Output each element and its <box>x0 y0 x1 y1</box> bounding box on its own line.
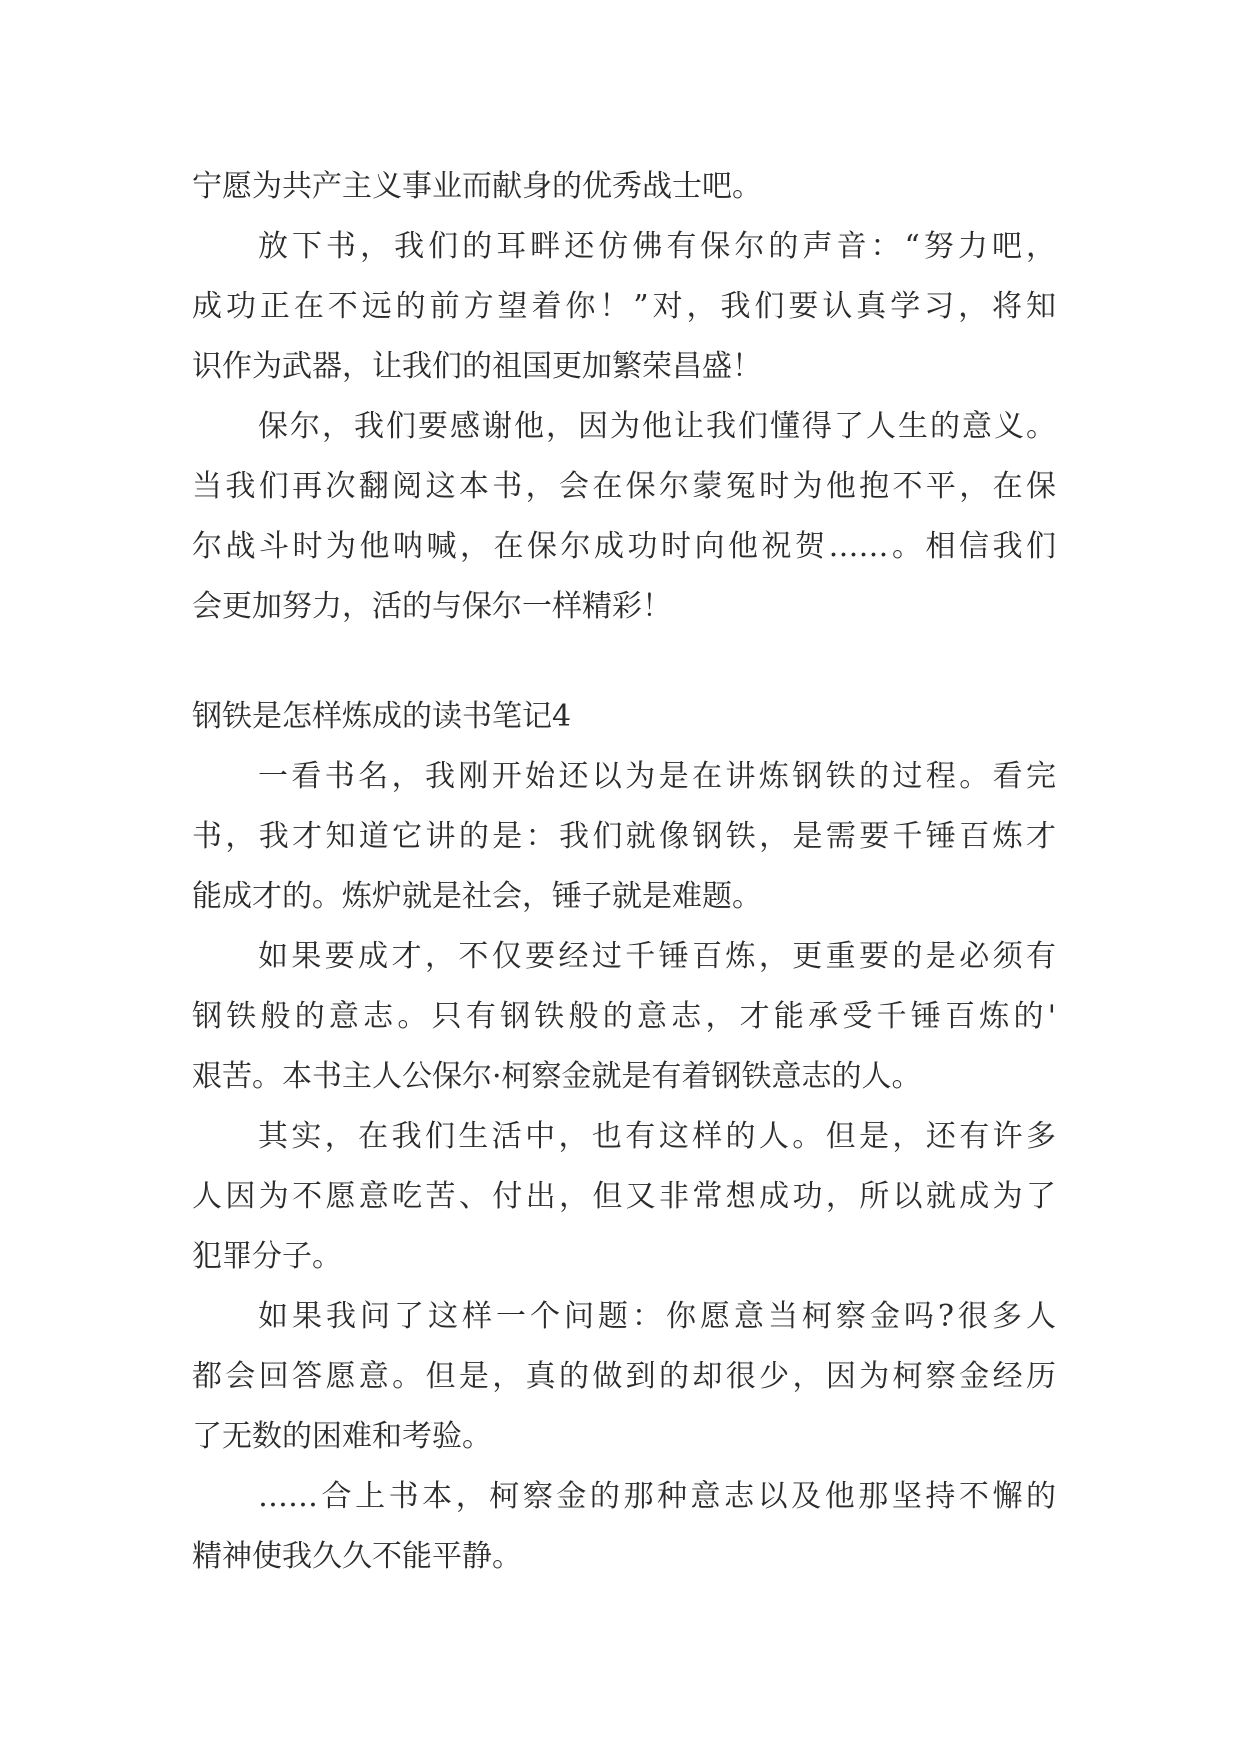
text-line: 如果要成才，不仅要经过千锤百炼，更重要的是必须有 <box>258 939 1056 974</box>
text-line: 其实，在我们生活中，也有这样的人。但是，还有许多 <box>258 1119 1056 1154</box>
text-line: ……合上书本，柯察金的那种意志以及他那坚持不懈的 <box>258 1479 1056 1514</box>
text-line: 放下书，我们的耳畔还仿佛有保尔的声音：“努力吧， <box>258 229 1056 264</box>
text-line: 钢铁般的意志。只有钢铁般的意志，才能承受千锤百炼的' <box>192 999 1056 1034</box>
text-line: 如果我问了这样一个问题：你愿意当柯察金吗?很多人 <box>258 1299 1056 1334</box>
text-line: 犯罪分子。 <box>192 1239 342 1274</box>
text-line: 当我们再次翻阅这本书，会在保尔蒙冤时为他抱不平，在保 <box>192 469 1056 504</box>
text-line: 精神使我久久不能平静。 <box>192 1539 522 1574</box>
text-line: 识作为武器，让我们的祖国更加繁荣昌盛！ <box>192 349 762 384</box>
text-line: 尔战斗时为他呐喊，在保尔成功时向他祝贺……。相信我们 <box>192 529 1056 564</box>
text-line: 能成才的。炼炉就是社会，锤子就是难题。 <box>192 879 762 914</box>
text-line: 了无数的困难和考验。 <box>192 1419 492 1454</box>
text-line: 成功正在不远的前方望着你！”对，我们要认真学习，将知 <box>192 289 1056 324</box>
section-heading: 钢铁是怎样炼成的读书笔记4 <box>192 699 572 734</box>
text-line: 艰苦。本书主人公保尔·柯察金就是有着钢铁意志的人。 <box>192 1059 922 1094</box>
text-line: 保尔，我们要感谢他，因为他让我们懂得了人生的意义。 <box>258 409 1056 444</box>
text-line: 人因为不愿意吃苦、付出，但又非常想成功，所以就成为了 <box>192 1179 1056 1214</box>
text-line: 会更加努力，活的与保尔一样精彩！ <box>192 589 672 624</box>
text-line: 书，我才知道它讲的是：我们就像钢铁，是需要千锤百炼才 <box>192 819 1056 854</box>
text-line: 宁愿为共产主义事业而献身的优秀战士吧。 <box>192 169 762 204</box>
text-line: 都会回答愿意。但是，真的做到的却很少，因为柯察金经历 <box>192 1359 1056 1394</box>
text-line: 一看书名，我刚开始还以为是在讲炼钢铁的过程。看完 <box>258 759 1056 794</box>
